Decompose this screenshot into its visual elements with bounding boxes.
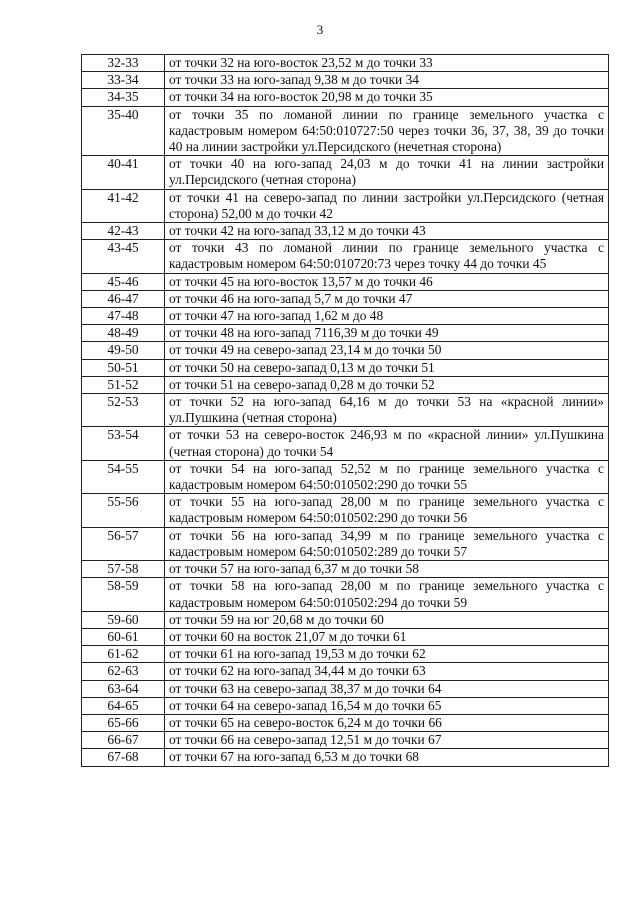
description-cell: от точки 50 на северо-запад 0,13 м до точки 51 — [165, 359, 609, 376]
table-row — [82, 189, 609, 222]
table-row — [82, 273, 609, 290]
description-cell: от точки 62 на юго-запад 34,44 м до точки 63 — [165, 663, 609, 680]
description-cell: от точки 56 на юго-запад 34,99 м по границе земельного участка с кадастровым номером 64:50:010502:289 до точки 57 — [165, 527, 609, 560]
description-cell: от точки 60 на восток 21,07 м до точки 61 — [165, 628, 609, 645]
table-row — [82, 89, 609, 106]
description-cell: от точки 45 на юго-восток 13,57 м до точки 46 — [165, 273, 609, 290]
table-row — [82, 714, 609, 731]
segment-cell: 61-62 — [82, 646, 165, 663]
segment-cell: 66-67 — [82, 732, 165, 749]
description-cell: от точки 49 на северо-запад 23,14 м до точки 50 — [165, 342, 609, 359]
segment-cell: 48-49 — [82, 325, 165, 342]
segment-cell: 67-68 — [82, 749, 165, 766]
table-row — [82, 494, 609, 527]
table-row — [82, 460, 609, 493]
segment-cell: 46-47 — [82, 290, 165, 307]
table-row — [82, 561, 609, 578]
table-row — [82, 223, 609, 240]
description-cell: от точки 57 на юго-запад 6,37 м до точки 58 — [165, 561, 609, 578]
segment-cell: 41-42 — [82, 189, 165, 222]
table-row — [82, 527, 609, 560]
table-row — [82, 427, 609, 460]
segment-cell: 49-50 — [82, 342, 165, 359]
table-row — [82, 359, 609, 376]
description-cell: от точки 33 на юго-запад 9,38 м до точки 34 — [165, 72, 609, 89]
table-row — [82, 646, 609, 663]
table-row — [82, 578, 609, 611]
segment-cell: 60-61 — [82, 628, 165, 645]
boundary-description-table — [81, 54, 609, 767]
table-row — [82, 749, 609, 766]
description-cell: от точки 32 на юго-восток 23,52 м до точки 33 — [165, 55, 609, 72]
table-row — [82, 156, 609, 189]
table-row — [82, 732, 609, 749]
description-cell: от точки 47 на юго-запад 1,62 м до 48 — [165, 308, 609, 325]
segment-cell: 40-41 — [82, 156, 165, 189]
segment-cell: 57-58 — [82, 561, 165, 578]
segment-cell: 35-40 — [82, 106, 165, 156]
segment-cell: 55-56 — [82, 494, 165, 527]
segment-cell: 52-53 — [82, 394, 165, 427]
table-row — [82, 376, 609, 393]
description-cell: от точки 59 на юг 20,68 м до точки 60 — [165, 611, 609, 628]
table-row — [82, 680, 609, 697]
segment-cell: 63-64 — [82, 680, 165, 697]
table-row — [82, 394, 609, 427]
description-cell: от точки 53 на северо-восток 246,93 м по «красной линии» ул.Пушкина (четная сторона) до точки 54 — [165, 427, 609, 460]
segment-cell: 32-33 — [82, 55, 165, 72]
segment-cell: 65-66 — [82, 714, 165, 731]
segment-cell: 43-45 — [82, 240, 165, 273]
description-cell: от точки 35 по ломаной линии по границе земельного участка с кадастровым номером 64:50:010727:50 через точки 36, 37, 38, 39 до точки 40 на линии застройки ул.Персидского (нечетная сторона) — [165, 106, 609, 156]
table-row — [82, 663, 609, 680]
description-cell: от точки 55 на юго-запад 28,00 м по границе земельного участка с кадастровым номером 64:50:010502:290 до точки 56 — [165, 494, 609, 527]
description-cell: от точки 61 на юго-запад 19,53 м до точки 62 — [165, 646, 609, 663]
description-cell: от точки 65 на северо-восток 6,24 м до точки 66 — [165, 714, 609, 731]
segment-cell: 50-51 — [82, 359, 165, 376]
table-row — [82, 697, 609, 714]
description-cell: от точки 66 на северо-запад 12,51 м до точки 67 — [165, 732, 609, 749]
description-cell: от точки 58 на юго-запад 28,00 м по границе земельного участка с кадастровым номером 64:50:010502:294 до точки 59 — [165, 578, 609, 611]
segment-cell: 56-57 — [82, 527, 165, 560]
table-row — [82, 325, 609, 342]
segment-cell: 59-60 — [82, 611, 165, 628]
segment-cell: 51-52 — [82, 376, 165, 393]
table-row — [82, 628, 609, 645]
description-cell: от точки 43 по ломаной линии по границе земельного участка с кадастровым номером 64:50:010720:73 через точку 44 до точки 45 — [165, 240, 609, 273]
table-row — [82, 342, 609, 359]
segment-cell: 53-54 — [82, 427, 165, 460]
segment-cell: 34-35 — [82, 89, 165, 106]
segment-cell: 42-43 — [82, 223, 165, 240]
table-row — [82, 55, 609, 72]
segment-cell: 62-63 — [82, 663, 165, 680]
table-row — [82, 611, 609, 628]
segment-cell: 54-55 — [82, 460, 165, 493]
description-cell: от точки 67 на юго-запад 6,53 м до точки 68 — [165, 749, 609, 766]
description-cell: от точки 42 на юго-запад 33,12 м до точки 43 — [165, 223, 609, 240]
description-cell: от точки 51 на северо-запад 0,28 м до точки 52 — [165, 376, 609, 393]
table-row — [82, 240, 609, 273]
description-cell: от точки 40 на юго-запад 24,03 м до точки 41 на линии застройки ул.Персидского (четная сторона) — [165, 156, 609, 189]
description-cell: от точки 34 на юго-восток 20,98 м до точки 35 — [165, 89, 609, 106]
segment-cell: 58-59 — [82, 578, 165, 611]
description-cell: от точки 41 на северо-запад по линии застройки ул.Персидского (четная сторона) 52,00 м до точки 42 — [165, 189, 609, 222]
table-body — [82, 55, 609, 767]
table-row — [82, 106, 609, 156]
description-cell: от точки 48 на юго-запад 7116,39 м до точки 49 — [165, 325, 609, 342]
description-cell: от точки 63 на северо-запад 38,37 м до точки 64 — [165, 680, 609, 697]
segment-cell: 45-46 — [82, 273, 165, 290]
segment-cell: 47-48 — [82, 308, 165, 325]
table-row — [82, 72, 609, 89]
segment-cell: 33-34 — [82, 72, 165, 89]
description-cell: от точки 54 на юго-запад 52,52 м по границе земельного участка с кадастровым номером 64:50:010502:290 до точки 55 — [165, 460, 609, 493]
description-cell: от точки 64 на северо-запад 16,54 м до точки 65 — [165, 697, 609, 714]
table-row — [82, 308, 609, 325]
description-cell: от точки 52 на юго-запад 64,16 м до точки 53 на «красной линии» ул.Пушкина (четная сторона) — [165, 394, 609, 427]
table-row — [82, 290, 609, 307]
page-number: 3 — [316, 22, 324, 37]
segment-cell: 64-65 — [82, 697, 165, 714]
description-cell: от точки 46 на юго-запад 5,7 м до точки 47 — [165, 290, 609, 307]
